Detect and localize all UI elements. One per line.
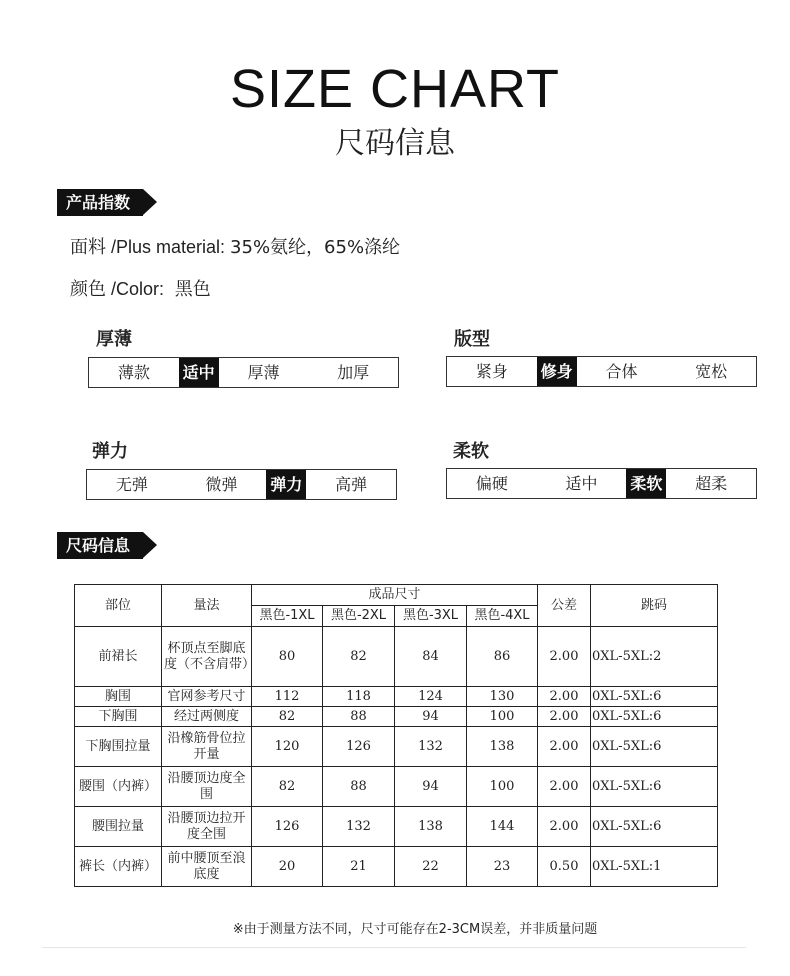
row-value: 138 [467,727,538,767]
row-value: 124 [395,687,467,707]
row-method: 杯顶点至脚底度（不含肩带） [162,627,252,687]
row-value: 23 [467,847,538,887]
row-part: 胸围 [75,687,162,707]
row-value: 132 [395,727,467,767]
material-label: 面料 /Plus material: [70,237,231,257]
row-method: 沿腰顶边度全围 [162,767,252,807]
elasticity-option: 微弹 [205,475,238,494]
row-value: 100 [467,707,538,727]
fit-scale [446,356,757,387]
page-title: SIZE CHART [229,59,561,119]
elasticity-option: 高弹 [335,475,368,494]
row-method: 官网参考尺寸 [162,687,252,707]
row-jump: 0XL-5XL:1 [591,847,718,887]
row-part: 下胸围拉量 [75,727,162,767]
row-jump: 0XL-5XL:6 [591,767,718,807]
fit-option: 紧身 [475,362,508,381]
row-method: 前中腰顶至浪底度 [162,847,252,887]
thickness-option: 厚薄 [247,363,280,382]
row-value: 88 [323,767,395,807]
color-line [70,275,211,301]
row-tolerance: 2.00 [538,767,591,807]
row-value: 126 [323,727,395,767]
thickness-option: 加厚 [337,363,370,382]
row-jump: 0XL-5XL:6 [591,727,718,767]
row-part: 腰围拉量 [75,807,162,847]
row-value: 22 [395,847,467,887]
table-row [75,847,718,887]
row-value: 126 [252,807,323,847]
header-size: 黑色-3XL [395,606,467,627]
row-method: 沿腰顶边拉开度全围 [162,807,252,847]
material-value: 35%氨纶，65%涤纶 [230,237,401,258]
elasticity-scale [86,469,397,500]
row-value: 84 [395,627,467,687]
row-tolerance: 0.50 [538,847,591,887]
header-size: 黑色-2XL [323,606,395,627]
softness-option: 偏硬 [475,474,508,493]
size-table [74,584,718,887]
table-row [75,807,718,847]
fit-option: 修身 [537,357,577,386]
row-method: 经过两侧度 [162,707,252,727]
row-jump: 0XL-5XL:6 [591,807,718,847]
row-part: 前裙长 [75,627,162,687]
product-index-tag: 产品指数 [57,189,143,216]
row-tolerance: 2.00 [538,687,591,707]
elasticity-option: 弹力 [266,470,306,499]
thickness-option: 适中 [179,358,219,387]
elasticity-title: 弹力 [92,441,128,462]
size-info-tag: 尺码信息 [57,532,143,559]
row-value: 88 [323,707,395,727]
row-part: 下胸围 [75,707,162,727]
color-value: 黑色 [174,279,211,300]
row-value: 82 [252,767,323,807]
thickness-option: 薄款 [117,363,150,382]
elasticity-option: 无弹 [115,475,148,494]
header-tolerance: 公差 [538,585,591,627]
row-value: 112 [252,687,323,707]
row-value: 132 [323,807,395,847]
row-value: 120 [252,727,323,767]
row-value: 21 [323,847,395,887]
row-tolerance: 2.00 [538,627,591,687]
fit-option: 合体 [605,362,638,381]
softness-scale [446,468,757,499]
row-tolerance: 2.00 [538,727,591,767]
table-row [75,727,718,767]
row-part: 裤长（内裤） [75,847,162,887]
divider [42,947,746,948]
row-method: 沿橡筋骨位拉开量 [162,727,252,767]
row-part: 腰围（内裤） [75,767,162,807]
row-tolerance: 2.00 [538,707,591,727]
row-value: 82 [252,707,323,727]
page-subtitle: 尺码信息 [335,126,455,161]
color-label: 颜色 /Color: [70,279,170,299]
row-value: 94 [395,707,467,727]
row-value: 20 [252,847,323,887]
table-row [75,707,718,727]
header-finished-size: 成品尺寸 [252,585,538,606]
row-value: 86 [467,627,538,687]
header-part: 部位 [75,585,162,627]
row-value: 82 [323,627,395,687]
softness-option: 超柔 [695,474,728,493]
row-value: 138 [395,807,467,847]
footnote: ※由于测量方法不同，尺寸可能存在2-3CM误差，并非质量问题 [232,922,598,937]
header-jump: 跳码 [591,585,718,627]
row-tolerance: 2.00 [538,807,591,847]
fit-option: 宽松 [695,362,728,381]
thickness-title: 厚薄 [96,329,132,350]
row-value: 80 [252,627,323,687]
table-row [75,767,718,807]
softness-option: 柔软 [626,469,666,498]
row-value: 100 [467,767,538,807]
row-value: 94 [395,767,467,807]
table-row [75,687,718,707]
header-size: 黑色-1XL [252,606,323,627]
row-jump: 0XL-5XL:6 [591,687,718,707]
fit-title: 版型 [454,329,490,350]
row-value: 130 [467,687,538,707]
row-jump: 0XL-5XL:6 [591,707,718,727]
row-value: 144 [467,807,538,847]
row-jump: 0XL-5XL:2 [591,627,718,687]
row-value: 118 [323,687,395,707]
header-method: 量法 [162,585,252,627]
header-size: 黑色-4XL [467,606,538,627]
material-line [70,233,400,259]
softness-title: 柔软 [453,441,489,462]
table-row [75,627,718,687]
thickness-scale [88,357,399,388]
softness-option: 适中 [565,474,598,493]
